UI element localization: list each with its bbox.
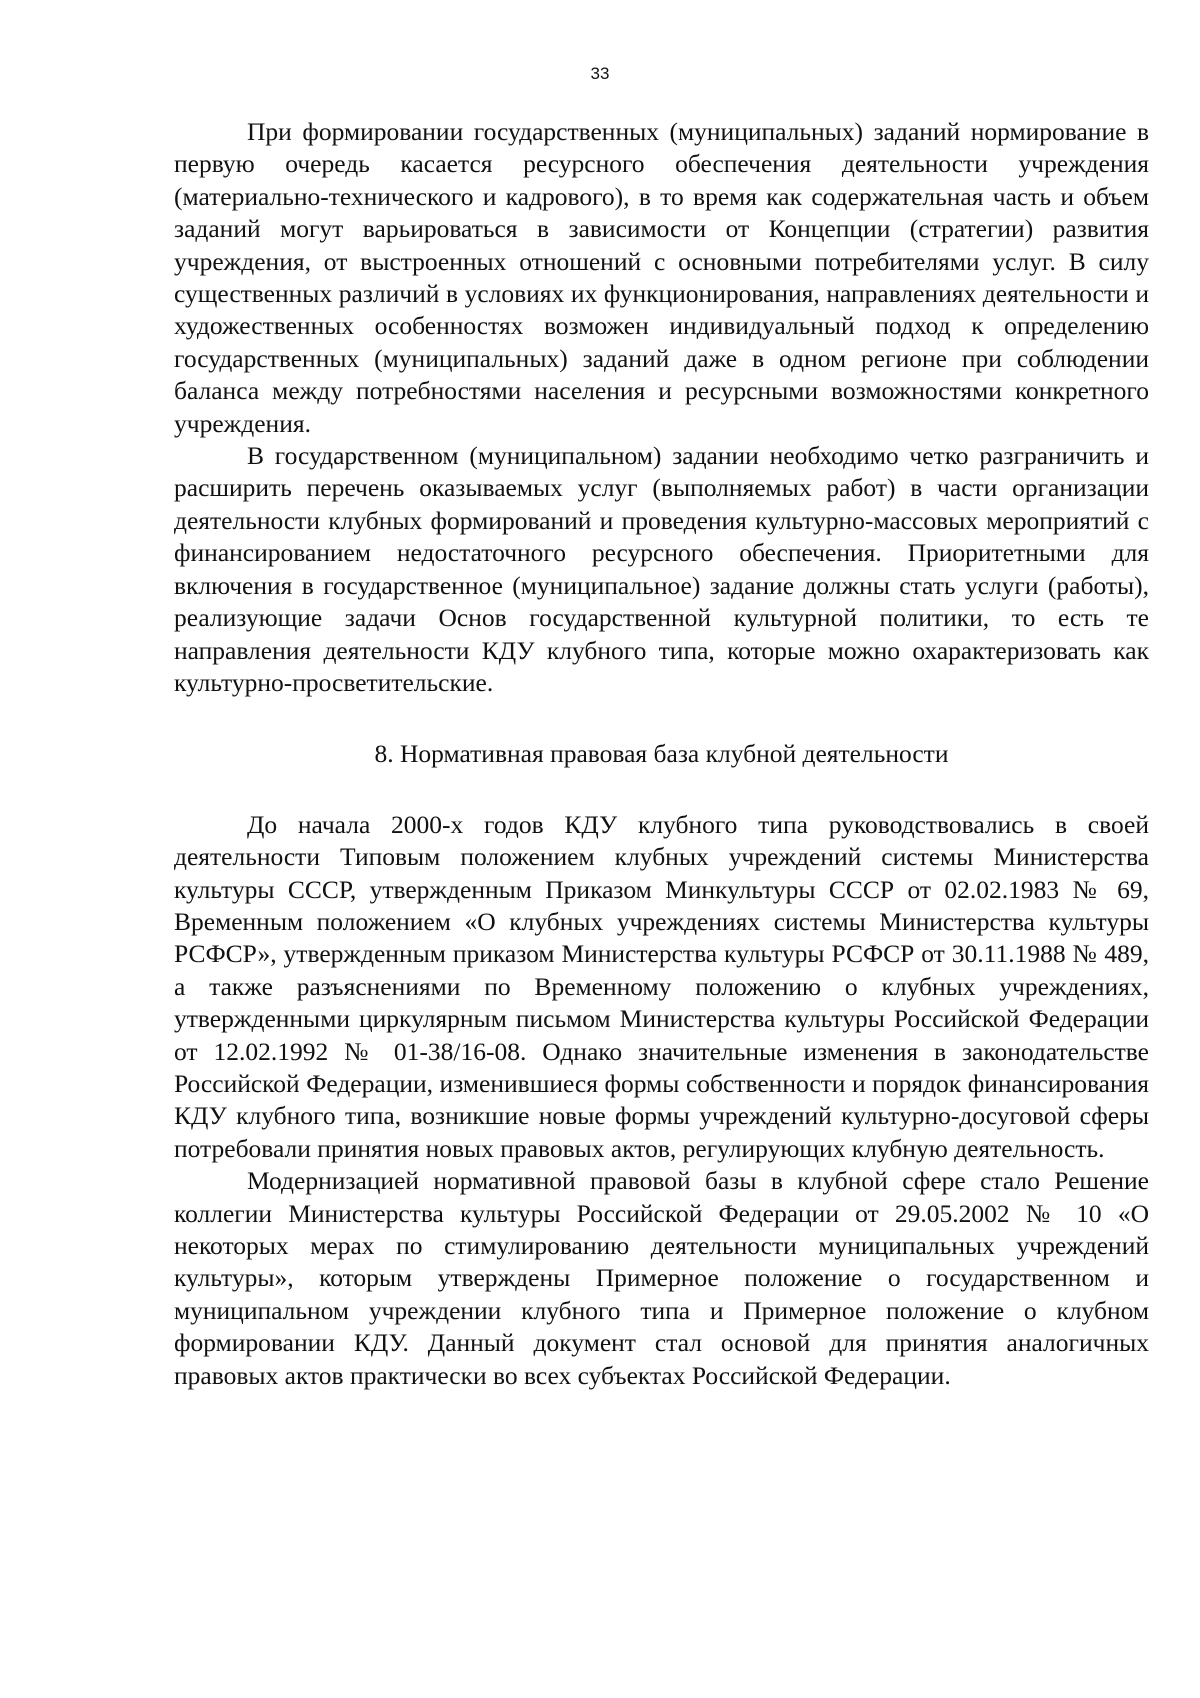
paragraph: До начала 2000-х годов КДУ клубного типа руководствовались в своей деятельности Типовым положением клубных учреждений системы Министерства культуры СССР, утвержденным Приказом Минкультуры СССР от 02.02.1983 № 69, Временным положением «О клубных учреждениях системы Министерства культуры РСФСР», утвержденным приказом Министерства культуры РСФСР от 30.11.1988 № 489, а также разъяснениями по Временному положению о клубных учреждениях, утвержденными циркулярным письмом Министерства культуры Российской Федерации от 12.02.1992 № 01-38/16-08. Однако значительные изменения в законодательстве Российской Федерации, изменившиеся формы собственности и порядок финансирования КДУ клубного типа, возникшие новые формы учреждений культурно-досуговой сферы потребовали принятия новых правовых актов, регулирующих клубную деятельность. — [174, 809, 1149, 1163]
section-heading: 8. Нормативная правовая база клубной деятельности — [374, 739, 949, 769]
paragraph: Модернизацией нормативной правовой базы в клубной сфере стало Решение коллегии Министерства культуры Российской Федерации от 29.05.2002 № 10 «О некоторых мерах по стимулированию деятельности муниципальных учреждений культуры», которым утверждены Примерное положение о государственном и муниципальном учреждении клубного типа и Примерное положение о клубном формировании КДУ. Данный документ стал основой для принятия аналогичных правовых актов практически во всех субъектах Российской Федерации. — [174, 1166, 1149, 1390]
paragraph: При формировании государственных (муниципальных) заданий нормирование в первую очередь касается ресурсного обеспечения деятельности учреждения (материально-технического и кадрового), в то время как содержательная часть и объем заданий могут варьироваться в зависимости от Концепции (стратегии) развития учреждения, от выстроенных отношений с основными потребителями услуг. В силу существенных различий в условиях их функционирования, направлениях деятельности и художественных особенностях возможен индивидуальный подход к определению государственных (муниципальных) заданий даже в одном регионе при соблюдении баланса между потребностями населения и ресурсными возможностями конкретного учреждения. — [174, 117, 1149, 438]
page-body — [174, 116, 1149, 1392]
paragraph: В государственном (муниципальном) задании необходимо четко разграничить и расширить перечень оказываемых услуг (выполняемых работ) в части организации деятельности клубных формирований и проведения культурно-массовых мероприятий с финансированием недостаточного ресурсного обеспечения. Приоритетными для включения в государственное (муниципальное) задание должны стать услуги (работы), реализующие задачи Основ государственной культурной политики, то есть те направления деятельности КДУ клубного типа, которые можно охарактеризовать как культурно-просветительские. — [174, 441, 1149, 697]
page-number: 33 — [590, 64, 610, 83]
